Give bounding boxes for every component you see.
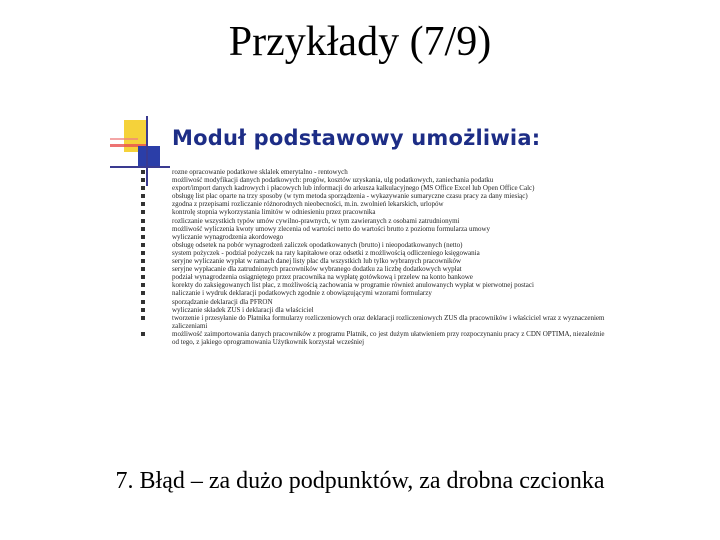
decoration-red-line bbox=[110, 138, 138, 140]
list-item-text: export/import danych kadrowych i płacowych lub informacji do arkusza kalkulacyjnego (MS Office Excel lub Open Office Calc) bbox=[172, 184, 535, 193]
list-item-text: wyliczanie składek ZUS i deklaracji dla właściciel bbox=[172, 305, 314, 314]
list-item-text: możliwość modyfikacji danych podatkowych: progów, kosztów uzyskania, ulg podatkowych, zaniechania podatku bbox=[172, 176, 494, 185]
list-item bbox=[138, 217, 608, 225]
square-bullet-icon bbox=[141, 227, 145, 231]
list-item-text: rozliczanie wszystkich typów umów cywilno-prawnych, w tym zawieranych z osobami zatrudnionymi bbox=[172, 216, 460, 225]
list-item bbox=[138, 306, 608, 314]
slide-title: Przykłady (7/9) bbox=[228, 19, 492, 65]
screenshot-heading: Moduł podstawowy umożliwia: bbox=[172, 126, 541, 150]
square-bullet-icon bbox=[141, 178, 145, 182]
list-item-text: podział wynagrodzenia osiągniętego przez pracownika na wypłatę gotówkową i przelew na konto bankowe bbox=[172, 273, 473, 282]
embedded-screenshot bbox=[110, 116, 616, 428]
square-bullet-icon bbox=[141, 275, 145, 279]
list-item bbox=[138, 241, 608, 249]
list-item bbox=[138, 289, 608, 297]
square-bullet-icon bbox=[141, 219, 145, 223]
list-item bbox=[138, 249, 608, 257]
feature-list bbox=[138, 168, 608, 346]
square-bullet-icon bbox=[141, 300, 145, 304]
decoration-blue-square bbox=[138, 146, 160, 168]
list-item-text: sporządzanie deklaracji dla PFRON bbox=[172, 297, 273, 306]
list-item-text: obsługę list płac oparte na trzy sposoby (w tym metoda sporządzenia - wykazywanie sumaryczne czasu pracy za dany miesiąc) bbox=[172, 192, 528, 201]
list-item bbox=[138, 314, 608, 330]
list-item bbox=[138, 200, 608, 208]
list-item-text: zgodna z przepisami rozliczanie różnorodnych nieobecności, m.in. zwolnień lekarskich, urlopów bbox=[172, 200, 444, 209]
square-bullet-icon bbox=[141, 316, 145, 320]
square-bullet-icon bbox=[141, 202, 145, 206]
list-item-text: możliwość zaimportowania danych pracowników z programu Płatnik, co jest dużym ułatwieniem przy rozpoczynaniu pracy z CDN OPTIMA, niezależnie od tego, z jakiego oprogramowania Użytkownik korzystał wcześniej bbox=[172, 329, 605, 346]
list-item-text: rozne opracowanie podatkowe sklalek emerytalno - rentowych bbox=[172, 168, 348, 176]
list-item bbox=[138, 265, 608, 273]
list-item bbox=[138, 168, 608, 176]
list-item-text: korekty do zaksięgowanych list płac, z możliwością zachowania w programie również anulowanych wypłat w pierwotnej postaci bbox=[172, 281, 534, 290]
list-item-text: tworzenie i przesyłanie do Płatnika formularzy rozliczeniowych oraz deklaracji rozliczeniowych ZUS dla pracowników i właściciel wraz z wyznaczeniem zaliczeniami bbox=[172, 313, 605, 330]
list-item-text: system pożyczek - podział pożyczek na raty kapitałowe oraz odsetki z możliwością odliczeniego księgowania bbox=[172, 248, 480, 257]
list-item bbox=[138, 208, 608, 216]
list-item bbox=[138, 298, 608, 306]
list-item-text: naliczanie i wydruk deklaracji podatkowych zgodnie z obowiązującymi wzorami formularzy bbox=[172, 289, 432, 298]
square-bullet-icon bbox=[141, 210, 145, 214]
square-bullet-icon bbox=[141, 308, 145, 312]
list-item bbox=[138, 233, 608, 241]
list-item-text: wyliczanie wynagrodzenia akordowego bbox=[172, 232, 284, 241]
square-bullet-icon bbox=[141, 243, 145, 247]
list-item bbox=[138, 257, 608, 265]
square-bullet-icon bbox=[141, 259, 145, 263]
square-bullet-icon bbox=[141, 235, 145, 239]
list-item bbox=[138, 330, 608, 346]
list-item-text: seryjne wypłacanie dla zatrudnionych pracowników wybranego dodatku za liczbę dodatkowych wypłat bbox=[172, 265, 462, 274]
square-bullet-icon bbox=[141, 251, 145, 255]
list-item-text: możliwość wyliczenia kwoty umowy zlecenia od wartości netto do wartości brutto z poziomu formularza umowy bbox=[172, 224, 491, 233]
list-item bbox=[138, 192, 608, 200]
slide-caption: 7. Błąd – za dużo podpunktów, za drobna czcionka bbox=[115, 468, 605, 494]
list-item-text: seryjne wyliczanie wypłat w ramach danej listy płac dla wszystkich lub tylko wybranych pracowników bbox=[172, 257, 462, 266]
square-bullet-icon bbox=[141, 291, 145, 295]
list-item bbox=[138, 273, 608, 281]
list-item-text: kontrolę stopnia wykorzystania limitów w odniesieniu przez pracownika bbox=[172, 208, 376, 217]
list-item bbox=[138, 184, 608, 192]
list-item bbox=[138, 225, 608, 233]
square-bullet-icon bbox=[141, 283, 145, 287]
list-item bbox=[138, 176, 608, 184]
square-bullet-icon bbox=[141, 267, 145, 271]
square-bullet-icon bbox=[141, 332, 145, 336]
square-bullet-icon bbox=[141, 186, 145, 190]
list-item bbox=[138, 281, 608, 289]
list-item-text: obsługę odsetek na pobór wynagrodzeń zaliczek opodatkowanych (brutto) i nieopodatkowanych (netto) bbox=[172, 240, 463, 249]
square-bullet-icon bbox=[141, 170, 145, 174]
square-bullet-icon bbox=[141, 194, 145, 198]
